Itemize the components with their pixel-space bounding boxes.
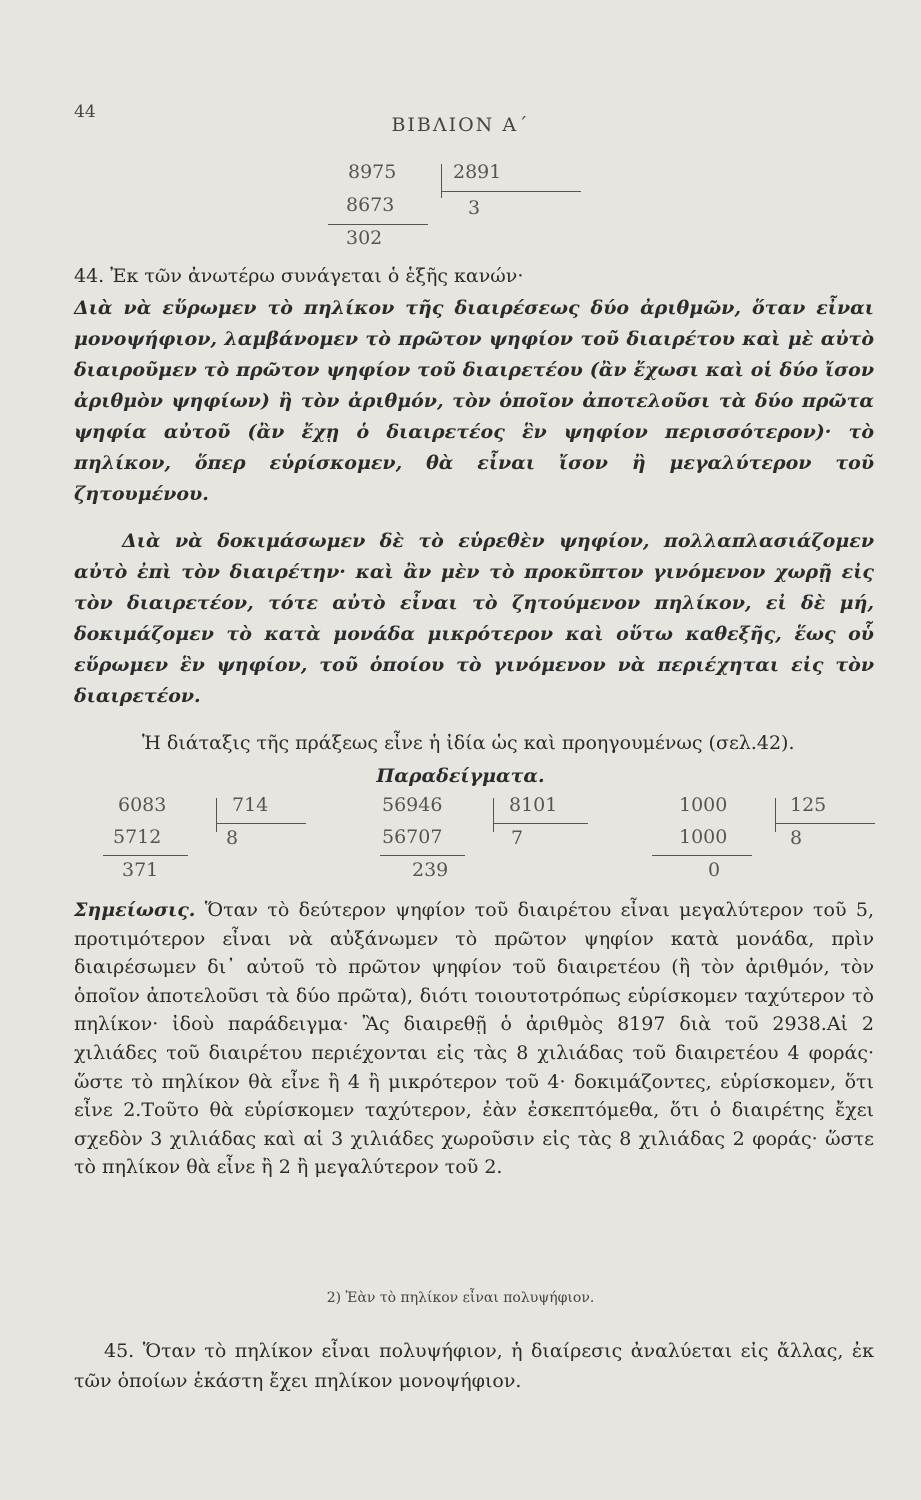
divisor: 125 — [790, 794, 827, 816]
quotient: 7 — [511, 827, 524, 849]
divisor-line — [216, 823, 306, 824]
examples-title: Παραδείγματα. — [376, 765, 545, 787]
divisor: 8101 — [509, 794, 558, 816]
division-bar — [493, 798, 494, 832]
remark-paragraph — [74, 896, 874, 1182]
dividend: 1000 — [679, 794, 728, 816]
product: 5712 — [113, 826, 162, 848]
running-title: ΒΙΒΛΙΟΝ Α΄ — [391, 114, 530, 136]
divisor-line — [493, 823, 588, 824]
division-bar — [441, 164, 442, 198]
section-45: 45. Ὅταν τὸ πηλίκον εἶναι πολυψήφιον, ἡ διαίρεσις ἀναλύεται εἰς ἄλλας, ἐκ τῶν ὁποίων ἑκάστη ἔχει πηλίκον μονοψήφιον. — [74, 1340, 874, 1392]
remark-text: Ὅταν τὸ δεύτερον ψηφίον τοῦ διαιρέτου εἶναι μεγαλύτερον τοῦ 5, προτιμότερον εἶναι νὰ αὐξάνωμεν τὸ πρῶτον ψηφίον κατὰ μονάδα, πρὶν διαιρέσωμεν δι᾿ αὐτοῦ τὸ πρῶτον ψηφίον τοῦ διαιρετέου (ἢ τὸν ἀριθμόν, τὸν ὁποῖον ἀποτελοῦσι τὰ δύο πρῶτα), διότι τοιουτοτρόπως εὑρίσκομεν ταχύτερον τὸ πηλίκον· ἰδοὺ παράδειγμα· Ἂς διαιρεθῇ ὁ ἀριθμὸς 8197 διὰ τοῦ 2938.Αἱ 2 χιλιάδες τοῦ διαιρέτου περιέχονται εἰς τὰς 8 χιλιάδας τοῦ διαιρετέου 4 φοράς· ὥστε τὸ πηλίκον θὰ εἶνε ἢ 4 ἢ μικρότερον τοῦ 4· δοκιμάζοντες, εὑρίσκομεν, ὅτι εἶνε 2.Τοῦτο θὰ εὑρίσκομεν ταχύτερον, ἐὰν ἐσκεπτόμεθα, ὅτι ὁ διαιρέτης ἔχει σχεδὸν 3 χιλιάδας καὶ αἱ 3 χιλιάδες χωροῦσιν εἰς τὰς 8 χιλιάδας 2 φοράς· ὥστε τὸ πηλίκον θὰ εἶνε ἢ 2 ἢ μεγαλύτερον τοῦ 2. — [74, 899, 874, 1179]
divisor-line — [775, 823, 875, 824]
quotient: 3 — [468, 197, 481, 219]
subtraction-line — [380, 855, 465, 856]
divisor: 714 — [232, 794, 269, 816]
remark-label: Σημείωσις. — [74, 899, 196, 921]
quotient: 8 — [226, 827, 239, 849]
remainder: 371 — [122, 859, 159, 881]
section-44-check: Διὰ νὰ δοκιμάσωμεν δὲ τὸ εὑρεθὲν ψηφίον, πολλαπλασιάζομεν αὐτὸ ἐπὶ τὸν διαιρέτην· καὶ ἂν μὲν τὸ προκῦπτον γινόμενον χωρῇ εἰς τὸν διαιρετέον, τότε αὐτὸ εἶναι τὸ ζητούμενον πηλίκον, εἰ δὲ μή, δοκιμάζομεν τὸ κατὰ μονάδα μικρότερον καὶ οὕτω καθεξῆς, ἕως οὗ εὕρωμεν ἓν ψηφίον, τοῦ ὁποίου τὸ γινόμενον νὰ περιέχηται εἰς τὸν διαιρετέον. — [74, 530, 874, 707]
product: 56707 — [382, 826, 443, 848]
dividend: 56946 — [382, 794, 443, 816]
dividend: 6083 — [118, 794, 167, 816]
section-44-arrangement: Ἡ διάταξις τῆς πράξεως εἶνε ἡ ἰδία ὡς καὶ προηγουμένως (σελ.42). — [142, 732, 795, 754]
subtraction-line — [103, 855, 188, 856]
remainder: 302 — [346, 227, 383, 249]
quotient: 8 — [790, 827, 803, 849]
page-number: 44 — [74, 102, 96, 122]
division-bar — [775, 798, 776, 832]
division-bar — [216, 798, 217, 832]
divisor: 2891 — [453, 161, 502, 183]
section-44-intro: 44. Ἐκ τῶν ἀνωτέρω συνάγεται ὁ ἑξῆς κανών· — [74, 265, 524, 287]
section-44-rule: Διὰ νὰ εὕρωμεν τὸ πηλίκον τῆς διαιρέσεως δύο ἀριθμῶν, ὅταν εἶναι μονοψήφιον, λαμβάνομεν τὸ πρῶτον ψηφίον τοῦ διαιρέτου καὶ μὲ αὐτὸ διαιροῦμεν τὸ πρῶτον ψηφίον τοῦ διαιρετέου (ἂν ἔχωσι καὶ οἱ δύο ἴσον ἀριθμὸν ψηφίων) ἢ τὸν ἀριθμόν, τὸν ὁποῖον ἀποτελοῦσι τὰ δύο πρῶτα ψηφία αὐτοῦ (ἂν ἔχῃ ὁ διαιρετέος ἓν ψηφίον περισσότερον)· τὸ πηλίκον, ὅπερ εὑρίσκομεν, θὰ εἶναι ἴσον ἢ μεγαλύτερον τοῦ ζητουμένου. — [74, 297, 874, 505]
subtraction-line — [652, 855, 752, 856]
divisor-line — [441, 191, 581, 192]
subheading: 2) Ἐὰν τὸ πηλίκον εἶναι πολυψήφιον. — [326, 1290, 595, 1306]
subtraction-line — [328, 224, 428, 225]
remainder: 0 — [708, 859, 721, 881]
product: 1000 — [679, 826, 728, 848]
product: 8673 — [346, 194, 395, 216]
dividend: 8975 — [348, 161, 397, 183]
remainder: 239 — [412, 859, 449, 881]
